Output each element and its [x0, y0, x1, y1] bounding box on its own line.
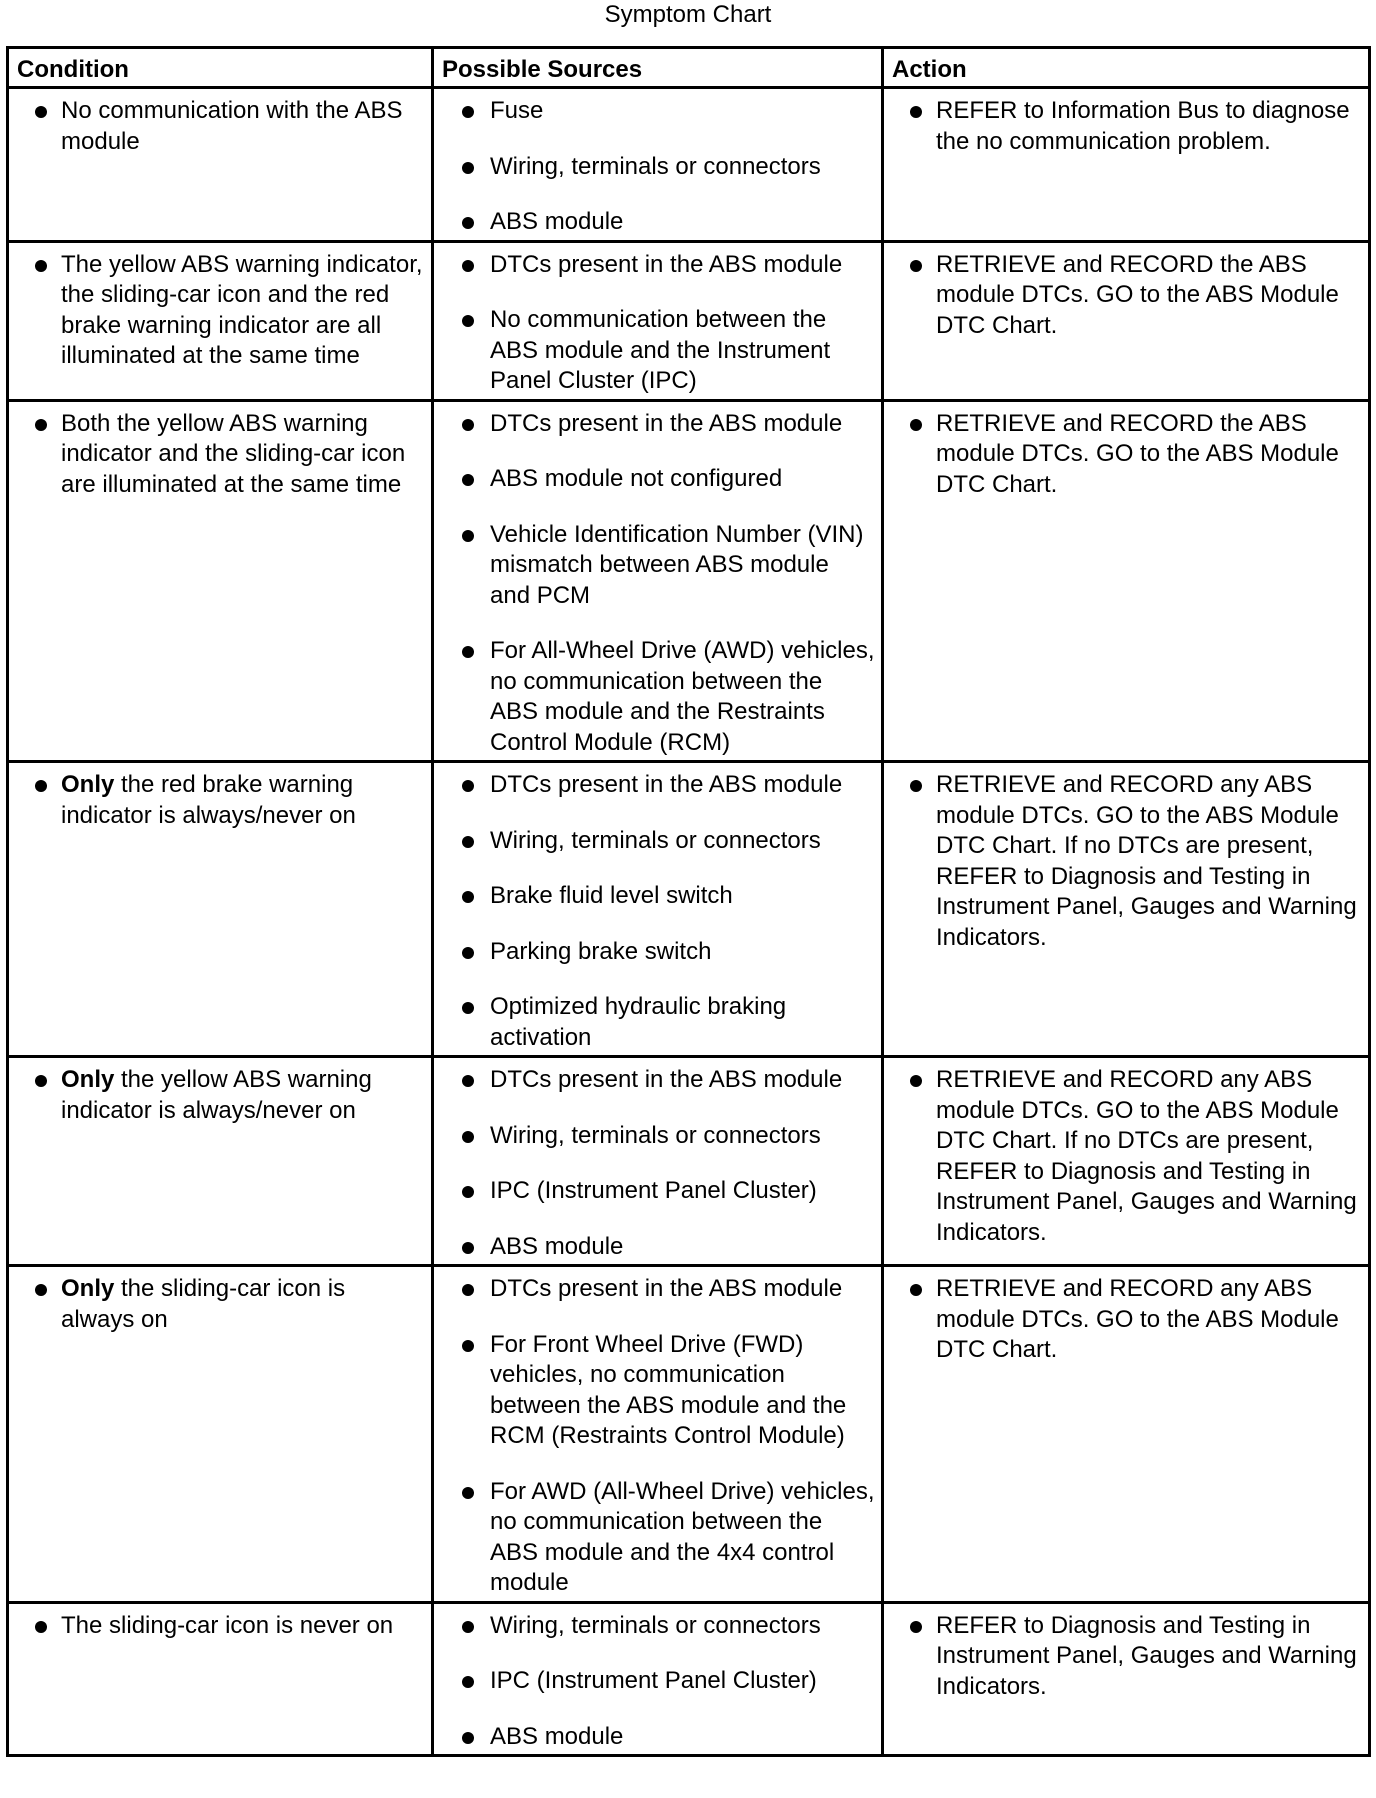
condition-item	[23, 1065, 425, 1126]
condition-item	[23, 1274, 425, 1335]
header-row	[8, 48, 1370, 88]
source-item: Wiring, terminals or connectors	[448, 1611, 875, 1642]
source-item: For Front Wheel Drive (FWD) vehicles, no communication between the ABS module and the RCM (Restraints Control Module)	[448, 1330, 875, 1452]
source-item: DTCs present in the ABS module	[448, 770, 875, 801]
table-row	[8, 1057, 1370, 1266]
condition-item	[23, 770, 425, 831]
condition-text: The yellow ABS warning indicator, the sliding-car icon and the red brake warning indicator are all illuminated at the same time	[61, 250, 423, 369]
condition-text: the sliding-car icon is always on	[61, 1275, 346, 1333]
possible-sources-cell	[433, 400, 883, 762]
header-condition: Condition	[8, 48, 433, 88]
action-cell	[883, 400, 1370, 762]
source-item: For AWD (All-Wheel Drive) vehicles, no communication between the ABS module and the 4x4 control module	[448, 1477, 875, 1599]
possible-sources-cell	[433, 1057, 883, 1266]
condition-cell	[8, 762, 433, 1057]
table-row	[8, 241, 1370, 400]
source-item: DTCs present in the ABS module	[448, 1065, 875, 1096]
condition-text: the yellow ABS warning indicator is always/never on	[61, 1066, 372, 1124]
action-item: RETRIEVE and RECORD the ABS module DTCs. GO to the ABS Module DTC Chart.	[898, 250, 1362, 342]
condition-emphasis: Only	[61, 1275, 115, 1302]
source-item: IPC (Instrument Panel Cluster)	[448, 1666, 875, 1697]
condition-item	[23, 250, 425, 372]
condition-cell	[8, 1266, 433, 1603]
table-row	[8, 1266, 1370, 1603]
action-item: RETRIEVE and RECORD any ABS module DTCs. GO to the ABS Module DTC Chart. If no DTCs are present, REFER to Diagnosis and Testing in Instrument Panel, Gauges and Warning Indicators.	[898, 770, 1362, 953]
condition-cell	[8, 400, 433, 762]
source-item: ABS module	[448, 207, 875, 238]
action-item: RETRIEVE and RECORD any ABS module DTCs. GO to the ABS Module DTC Chart.	[898, 1274, 1362, 1366]
source-item: Wiring, terminals or connectors	[448, 1121, 875, 1152]
condition-emphasis: Only	[61, 1066, 115, 1093]
source-item: Fuse	[448, 96, 875, 127]
possible-sources-cell	[433, 762, 883, 1057]
source-item: For All-Wheel Drive (AWD) vehicles, no communication between the ABS module and the Restraints Control Module (RCM)	[448, 636, 875, 758]
action-cell	[883, 1266, 1370, 1603]
condition-text: The sliding-car icon is never on	[61, 1611, 394, 1639]
page-title: Symptom Chart	[604, 1, 772, 28]
symptom-chart-table	[6, 46, 1371, 1757]
header-possible-sources: Possible Sources	[433, 48, 883, 88]
table-row	[8, 88, 1370, 242]
possible-sources-cell	[433, 1602, 883, 1756]
condition-item	[23, 1611, 425, 1642]
condition-cell	[8, 241, 433, 400]
table-row	[8, 762, 1370, 1057]
source-item: ABS module not configured	[448, 464, 875, 495]
table-row	[8, 1602, 1370, 1756]
source-item: Optimized hydraulic braking activation	[448, 992, 875, 1053]
source-item: No communication between the ABS module and the Instrument Panel Cluster (IPC)	[448, 305, 875, 397]
condition-item	[23, 409, 425, 501]
condition-emphasis: Only	[61, 771, 115, 798]
action-item: RETRIEVE and RECORD the ABS module DTCs. GO to the ABS Module DTC Chart.	[898, 409, 1362, 501]
action-item: REFER to Information Bus to diagnose the no communication problem.	[898, 96, 1362, 157]
source-item: Wiring, terminals or connectors	[448, 826, 875, 857]
source-item: Parking brake switch	[448, 937, 875, 968]
source-item: Brake fluid level switch	[448, 881, 875, 912]
source-item: ABS module	[448, 1232, 875, 1263]
possible-sources-cell	[433, 241, 883, 400]
condition-text: the red brake warning indicator is always/never on	[61, 771, 356, 829]
action-cell	[883, 1602, 1370, 1756]
source-item: DTCs present in the ABS module	[448, 1274, 875, 1305]
condition-text: Both the yellow ABS warning indicator and the sliding-car icon are illuminated at the same time	[61, 409, 406, 498]
condition-cell	[8, 1602, 433, 1756]
header-action: Action	[883, 48, 1370, 88]
condition-cell	[8, 88, 433, 242]
action-cell	[883, 241, 1370, 400]
action-item: REFER to Diagnosis and Testing in Instrument Panel, Gauges and Warning Indicators.	[898, 1611, 1362, 1703]
source-item: Vehicle Identification Number (VIN) mismatch between ABS module and PCM	[448, 520, 875, 612]
condition-text: No communication with the ABS module	[61, 97, 403, 155]
table-row	[8, 400, 1370, 762]
source-item: IPC (Instrument Panel Cluster)	[448, 1176, 875, 1207]
action-cell	[883, 88, 1370, 242]
possible-sources-cell	[433, 88, 883, 242]
source-item: Wiring, terminals or connectors	[448, 152, 875, 183]
action-cell	[883, 1057, 1370, 1266]
action-item: RETRIEVE and RECORD any ABS module DTCs. GO to the ABS Module DTC Chart. If no DTCs are present, REFER to Diagnosis and Testing in Instrument Panel, Gauges and Warning Indicators.	[898, 1065, 1362, 1248]
source-item: ABS module	[448, 1722, 875, 1753]
possible-sources-cell	[433, 1266, 883, 1603]
source-item: DTCs present in the ABS module	[448, 409, 875, 440]
chart-body	[8, 88, 1370, 1756]
condition-item	[23, 96, 425, 157]
condition-cell	[8, 1057, 433, 1266]
source-item: DTCs present in the ABS module	[448, 250, 875, 281]
action-cell	[883, 762, 1370, 1057]
